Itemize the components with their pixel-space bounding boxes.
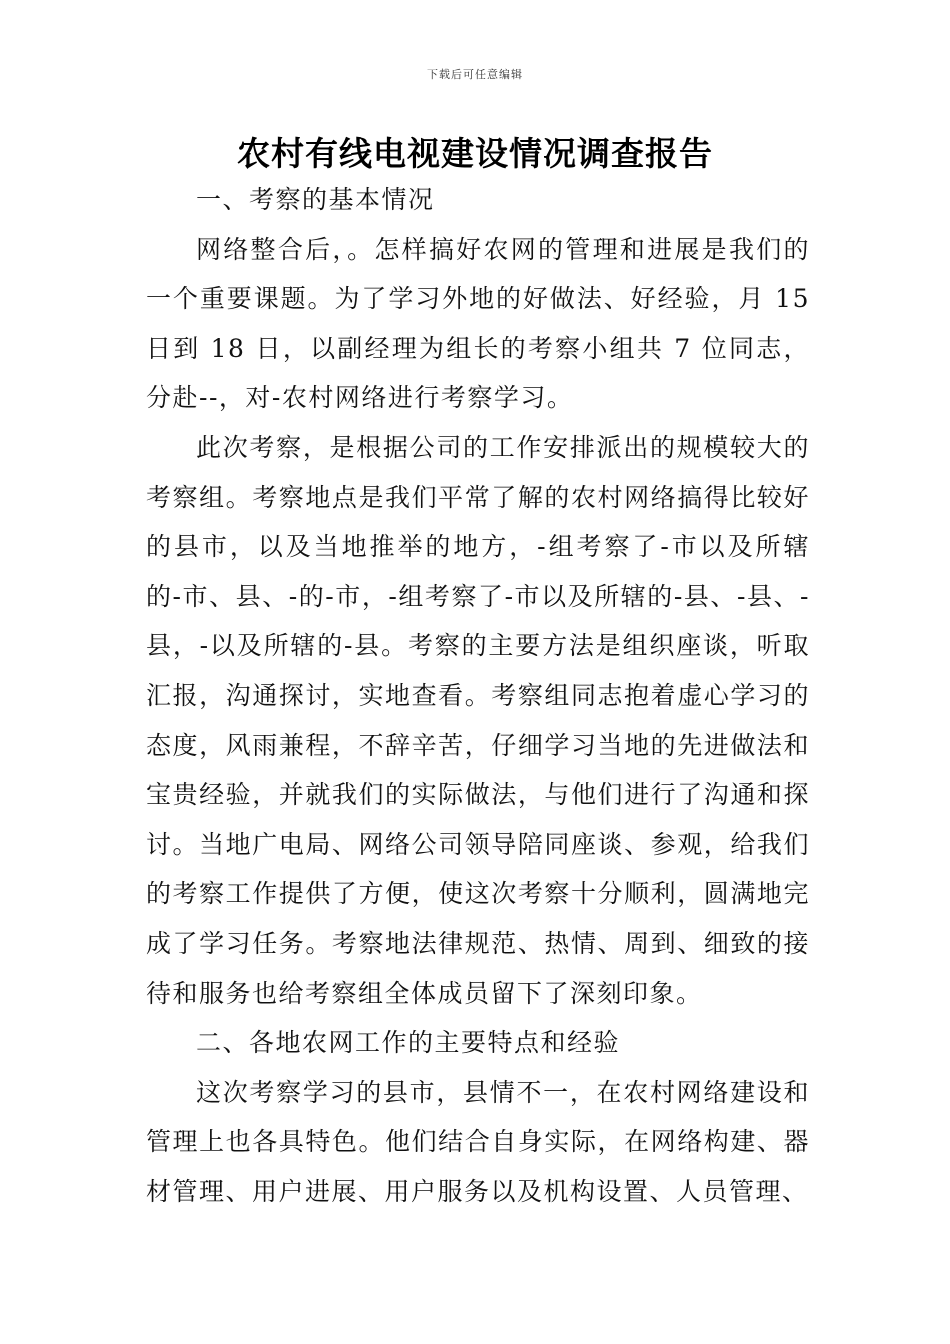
paragraph-1: 网络整合后，。怎样搞好农网的管理和进展是我们的一个重要课题。为了学习外地的好做法、好经验，月 15 日到 18 日，以副经理为组长的考察小组共 7 位同志，分赴--，对-农村网络进行考察学习。 xyxy=(146,234,810,413)
document-title: 农村有线电视建设情况调查报告 xyxy=(237,134,713,173)
document-body xyxy=(146,175,810,1216)
paragraph-2: 此次考察，是根据公司的工作安排派出的规模较大的考察组。考察地点是我们平常了解的农村网络搞得比较好的县市，以及当地推举的地方，-组考察了-市以及所辖的-市、县、-的-市，-组考察了-市以及所辖的-县、-县、-县，-以及所辖的-县。考察的主要方法是组织座谈，听取汇报，沟通探讨，实地查看。考察组同志抱着虚心学习的态度，风雨兼程，不辞辛苦，仔细学习当地的先进做法和宝贵经验，并就我们的实际做法，与他们进行了沟通和探讨。当地广电局、网络公司领导陪同座谈、参观，给我们的考察工作提供了方便，使这次考察十分顺利，圆满地完成了学习任务。考察地法律规范、热情、周到、细致的接待和服务也给考察组全体成员留下了深刻印象。 xyxy=(146,432,810,1008)
section-heading-1: 一、考察的基本情况 xyxy=(196,185,435,214)
paragraph-3: 这次考察学习的县市，县情不一，在农村网络建设和管理上也各具特色。他们结合自身实际，在网络构建、器材管理、用户进展、用户服务以及机构设置、人员管理、 xyxy=(146,1077,810,1206)
header-note: 下载后可任意编辑 xyxy=(427,68,523,81)
section-heading-2: 二、各地农网工作的主要特点和经验 xyxy=(196,1028,621,1058)
